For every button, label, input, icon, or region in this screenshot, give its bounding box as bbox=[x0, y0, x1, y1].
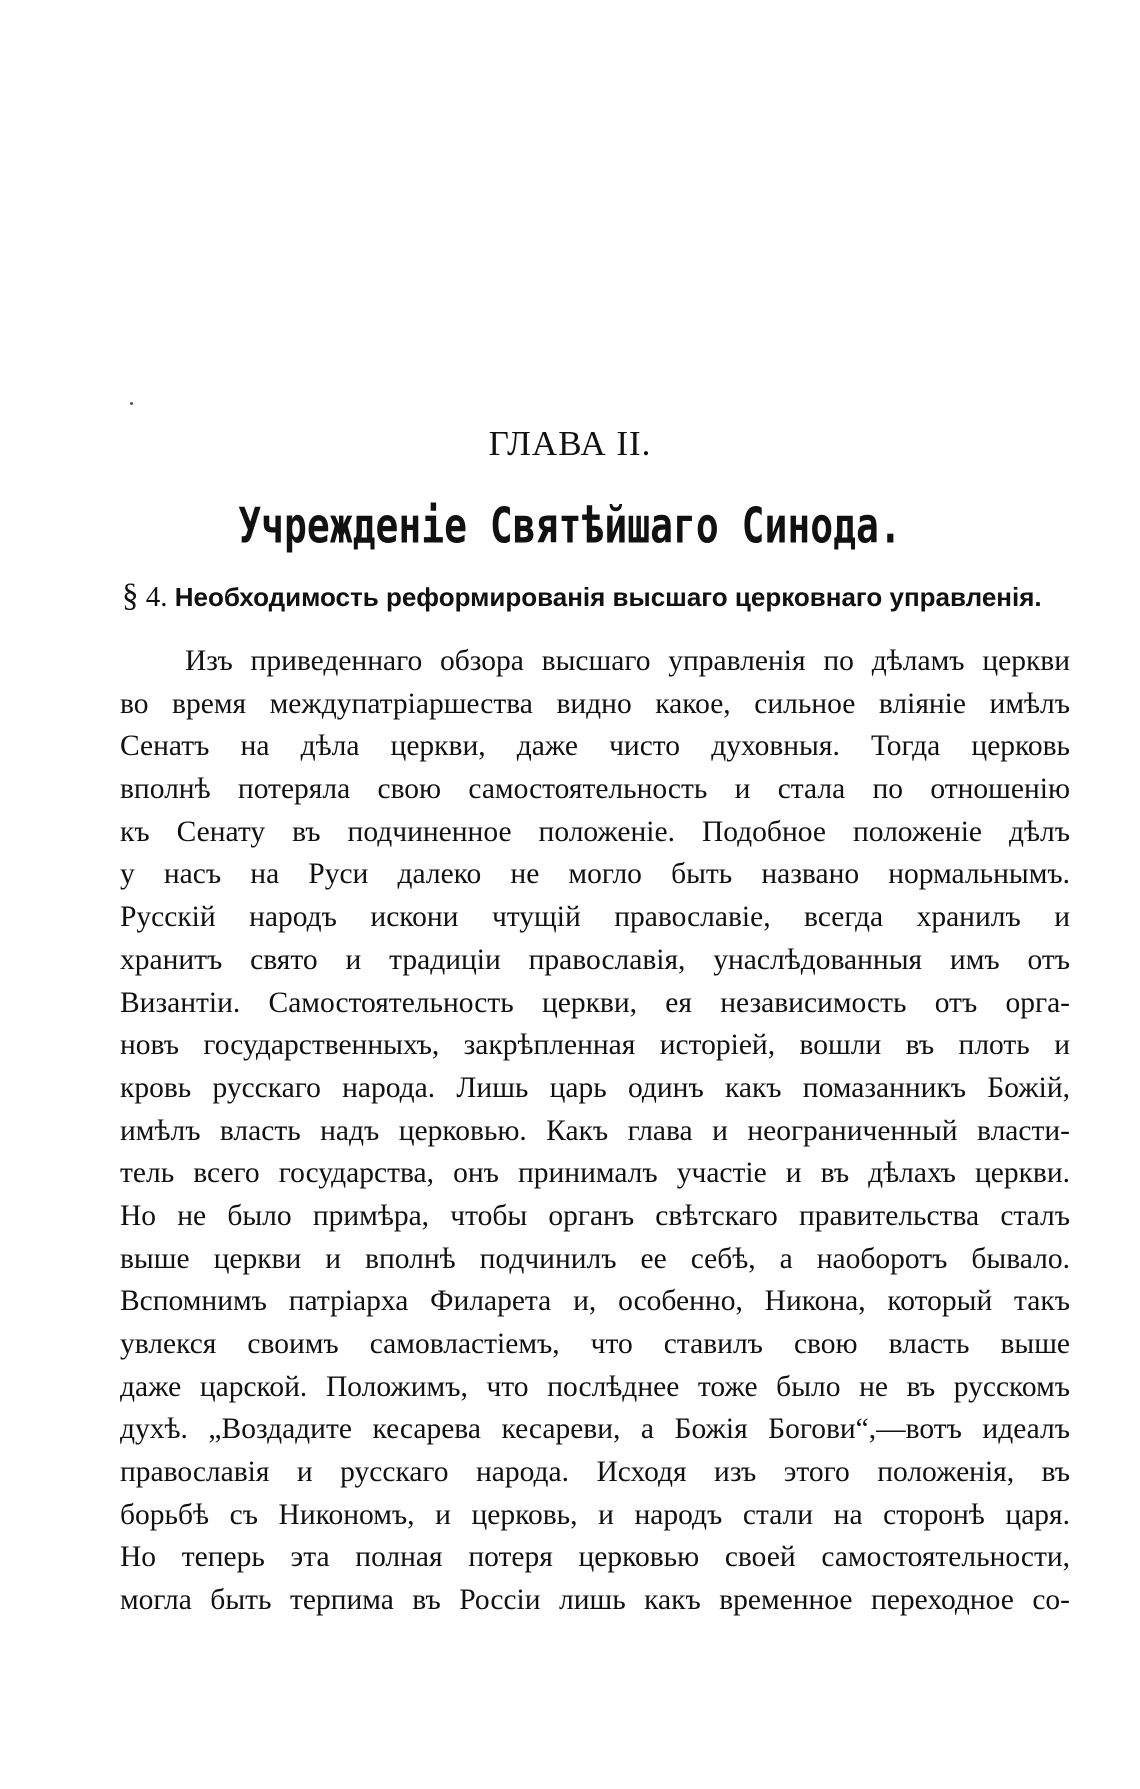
text-line: вполнѣ потеряла свою самостоятельность и стала по отношенію bbox=[120, 773, 1070, 806]
text-line: даже царской. Положимъ, что послѣднее тоже было не въ русскомъ bbox=[120, 1370, 1070, 1403]
text-line: Но теперь эта полная потеря церковью своей самостоятельности, bbox=[120, 1541, 1070, 1574]
section-number: 4. bbox=[145, 581, 168, 613]
text-line: духѣ. „Воздадите кесарева кесареви, а Божія Богови“,—вотъ идеалъ bbox=[120, 1413, 1070, 1446]
text-line: борьбѣ съ Никономъ, и церковь, и народъ стали на сторонѣ царя. bbox=[120, 1498, 1070, 1531]
text-line: Сенатъ на дѣла церкви, даже чисто духовныя. Тогда церковь bbox=[120, 730, 1070, 763]
text-line: Византіи. Самостоятельность церкви, ея независимость отъ орга- bbox=[120, 986, 1070, 1019]
section-heading bbox=[122, 578, 1072, 615]
text-line: имѣлъ власть надъ церковью. Какъ глава и неограниченный власти- bbox=[120, 1114, 1070, 1147]
text-line: кровь русскаго народа. Лишь царь одинъ какъ помазанникъ Божій, bbox=[120, 1071, 1070, 1104]
text-line: тель всего государства, онъ принималъ участіе и въ дѣлахъ церкви. bbox=[120, 1157, 1070, 1190]
text-line: Вспомнимъ патріарха Филарета и, особенно, Никона, который такъ bbox=[120, 1285, 1070, 1318]
text-line: Изъ приведеннаго обзора высшаго управленія по дѣламъ церкви bbox=[185, 645, 1070, 677]
text-line: къ Сенату въ подчиненное положеніе. Подобное положеніе дѣлъ bbox=[120, 815, 1070, 848]
text-line: увлекся своимъ самовластіемъ, что ставилъ свою власть выше bbox=[120, 1328, 1070, 1360]
section-sign: § bbox=[122, 578, 139, 614]
text-line: у насъ на Руси далеко не могло быть названо нормальнымъ. bbox=[120, 858, 1070, 891]
ink-speck bbox=[130, 402, 133, 405]
text-line: новъ государственныхъ, закрѣпленная исторіей, вошли въ плоть и bbox=[120, 1029, 1070, 1062]
text-line: во время междупатріаршества видно какое, сильное вліяніе имѣлъ bbox=[120, 687, 1070, 720]
chapter-title: Учрежденіе Святѣйшаго Синода. bbox=[238, 497, 902, 555]
section-heading-text: Необходимость реформированія высшаго церковнаго управленія. bbox=[174, 582, 1042, 612]
text-line: могла быть терпима въ Россіи лишь какъ временное переходное со- bbox=[120, 1584, 1070, 1617]
text-line: хранитъ свято и традиціи православія, унаслѣдованныя имъ отъ bbox=[120, 943, 1070, 976]
chapter-number: ГЛАВА II. bbox=[488, 424, 652, 463]
text-line: выше церкви и вполнѣ подчинилъ ее себѣ, а наоборотъ бывало. bbox=[120, 1242, 1070, 1275]
body-paragraph bbox=[120, 640, 1070, 1622]
text-line: православія и русскаго народа. Исходя изъ этого положенія, въ bbox=[120, 1456, 1070, 1489]
text-line: Но не было примѣра, чтобы органъ свѣтскаго правительства сталъ bbox=[120, 1199, 1070, 1232]
text-line: Русскій народъ искони чтущій православіе, всегда хранилъ и bbox=[120, 901, 1070, 934]
